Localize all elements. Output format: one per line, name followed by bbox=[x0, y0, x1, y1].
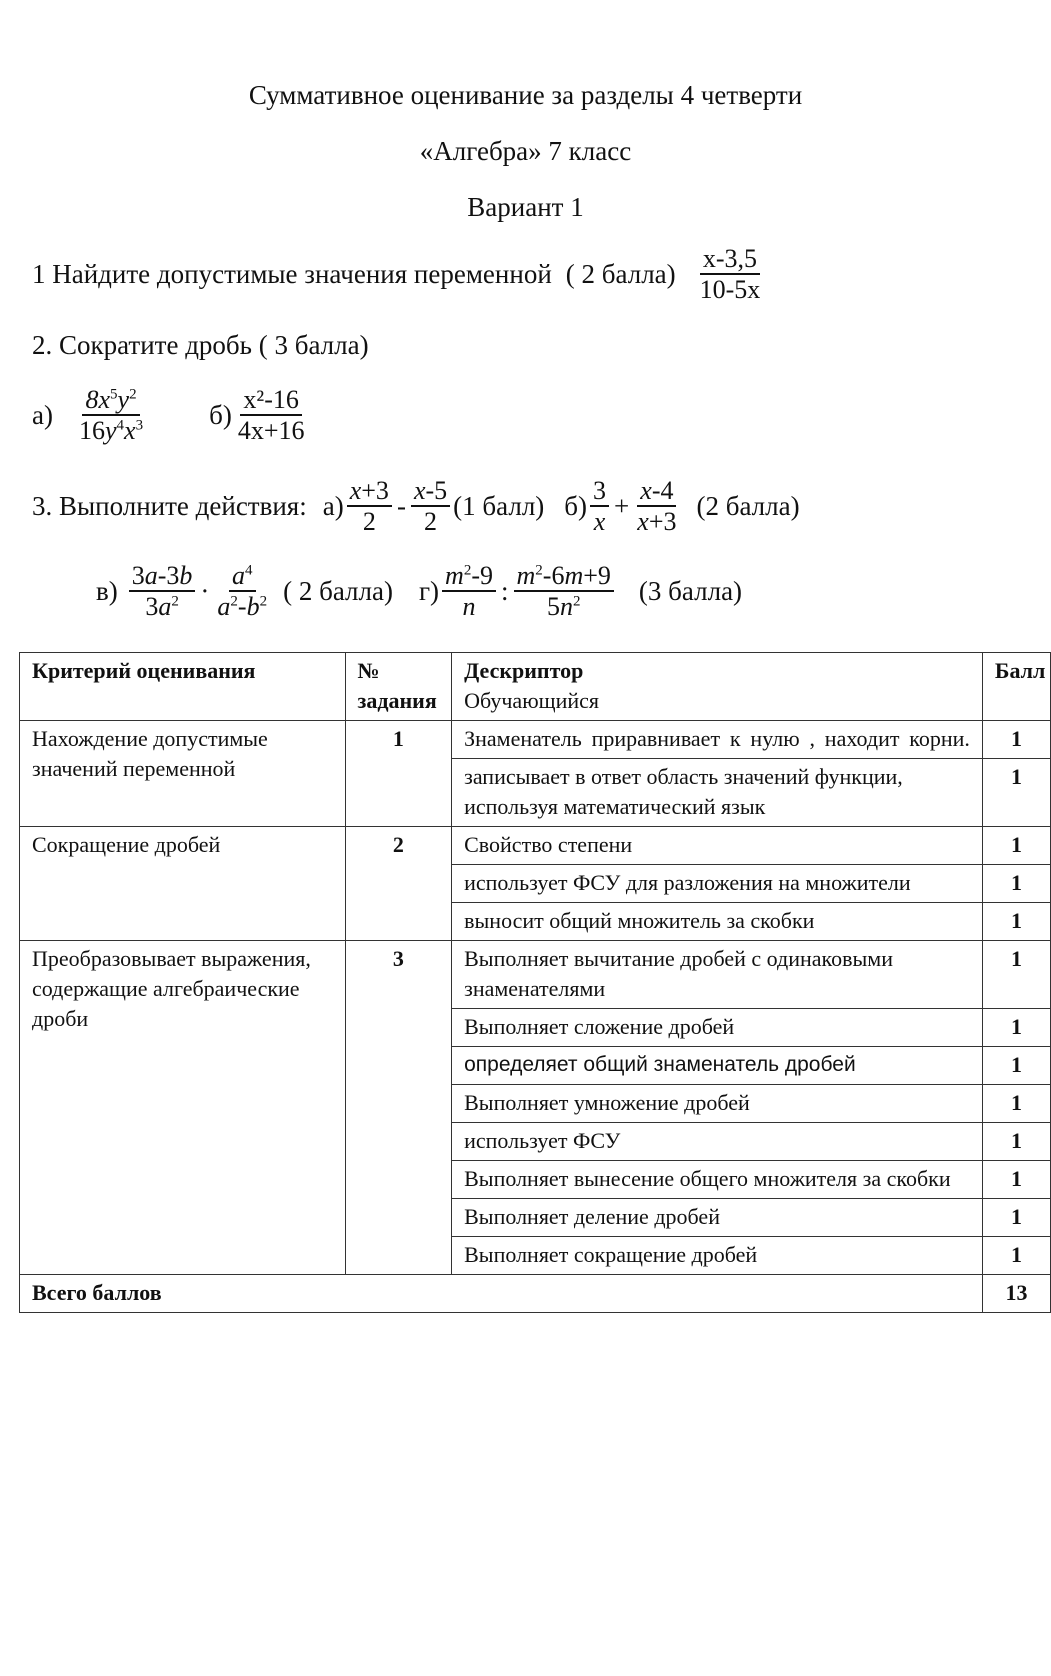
task-3b-label: б) bbox=[564, 491, 588, 521]
descriptor-cell: определяет общий знаменатель дробей bbox=[452, 1047, 983, 1085]
score-cell: 1 bbox=[982, 1047, 1050, 1085]
score-cell: 1 bbox=[982, 865, 1050, 903]
task-3g-frac2: $\frac{m^2-6m+9}{5n^2}$ bbox=[514, 563, 614, 620]
task-1-text: 1 Найдите допустимые значения переменной bbox=[32, 259, 552, 289]
task-1-expression bbox=[697, 246, 764, 303]
descriptor-cell: выносит общий множитель за скобки bbox=[452, 903, 983, 941]
task-3g-points: (3 балла) bbox=[638, 576, 743, 606]
descriptor-cell: Выполняет сложение дробей bbox=[452, 1009, 983, 1047]
task-3b-frac2: $\frac{x-4}{x+3}$ bbox=[637, 476, 677, 536]
score-cell: 1 bbox=[982, 1161, 1050, 1199]
descriptor-cell: Выполняет вычитание дробей с одинаковыми знаменателями bbox=[452, 941, 983, 1009]
task-3g-frac1: $\frac{m^2-9}{n}$ bbox=[442, 563, 496, 620]
table-row bbox=[20, 941, 1051, 1009]
descriptor-cell: Выполняет вынесение общего множителя за скобки bbox=[452, 1161, 983, 1199]
task-3a-points: (1 балл) bbox=[453, 491, 545, 521]
page-title: Суммативное оценивание за разделы 4 четверти bbox=[248, 80, 803, 110]
criterion-cell: Нахождение допустимые значений переменной bbox=[20, 721, 346, 827]
table-row bbox=[20, 827, 1051, 865]
score-cell: 1 bbox=[982, 759, 1050, 827]
task-3a-label: а) bbox=[322, 491, 344, 521]
variant-title: Вариант 1 bbox=[467, 192, 584, 222]
task-3b-frac1: $\frac{3}{x}$ bbox=[590, 478, 609, 535]
score-cell: 1 bbox=[982, 941, 1050, 1009]
descriptor-cell: Свойство степени bbox=[452, 827, 983, 865]
task-3v-frac2: $\frac{a^4}{a^2-b^2}$ bbox=[217, 561, 268, 621]
task-1-points: ( 2 балла) bbox=[565, 259, 676, 289]
header-criterion: Критерий оценивания bbox=[20, 653, 346, 721]
task-3: 3. Выполните действия: а) $\frac{x+3}{2}$ - $\frac{x-5}{2}$ (1 балл) б) $\frac{3}{x}$ + $\frac{x-4}{x+3}$ (2 балла) bbox=[32, 476, 800, 536]
score-cell: 1 bbox=[982, 721, 1050, 759]
descriptor-cell: Выполняет деление дробей bbox=[452, 1199, 983, 1237]
task-2a-expression: $\frac{8x^5y^2}{16y^4x^3}$ bbox=[78, 385, 144, 445]
task-number-cell: 2 bbox=[345, 827, 452, 941]
task-3a-frac2: $\frac{x-5}{2}$ bbox=[411, 478, 450, 535]
score-cell: 1 bbox=[982, 1199, 1050, 1237]
total-row bbox=[20, 1275, 1051, 1313]
task-number-cell: 1 bbox=[345, 721, 452, 827]
task-3-cont: в) $\frac{3a-3b}{3a^2}$ · $\frac{a^4}{a^2-b^2}$ ( 2 балла) г) $\frac{m^2-9}{n}$ : $\frac{m^2-6m+9}{5n^2}$ (3 балла) bbox=[96, 561, 743, 621]
table-row bbox=[20, 721, 1051, 759]
criteria-table bbox=[19, 652, 1051, 1313]
task-2a-label: а) bbox=[32, 400, 53, 430]
task-2b-expression: $\frac{\text{x²-16}}{4x+16}$ bbox=[237, 385, 305, 445]
score-cell: 1 bbox=[982, 1123, 1050, 1161]
header-descriptor-sub: Обучающийся bbox=[464, 688, 600, 713]
descriptor-cell: Выполняет умножение дробей bbox=[452, 1085, 983, 1123]
task-2b-label: б) bbox=[209, 400, 232, 430]
task-3-text: 3. Выполните действия: bbox=[32, 491, 307, 521]
descriptor-cell: Знаменатель приравнивает к нулю , находит корни. bbox=[452, 721, 983, 759]
task-3b-points: (2 балла) bbox=[696, 491, 800, 521]
task-number-cell: 3 bbox=[345, 941, 452, 1275]
task-3g-label: г) bbox=[418, 576, 440, 606]
task-1-numerator: x-3,5 bbox=[700, 246, 760, 275]
score-cell: 1 bbox=[982, 827, 1050, 865]
header-descriptor: Дескриптор Обучающийся bbox=[452, 653, 983, 721]
table-header-row bbox=[20, 653, 1051, 721]
task-1-denominator: 10-5x bbox=[699, 275, 761, 304]
score-cell: 1 bbox=[982, 903, 1050, 941]
subject-title: «Алгебра» 7 класс bbox=[419, 136, 632, 166]
score-cell: 1 bbox=[982, 1009, 1050, 1047]
task-3v-points: ( 2 балла) bbox=[283, 576, 393, 606]
task-3v-label: в) bbox=[96, 576, 118, 606]
descriptor-cell: использует ФСУ bbox=[452, 1123, 983, 1161]
criterion-cell: Преобразовывает выражения, содержащие алгебраические дроби bbox=[20, 941, 346, 1275]
header-number: № задания bbox=[345, 653, 452, 721]
header-score: Балл bbox=[982, 653, 1050, 721]
task-3a-frac1: $\frac{x+3}{2}$ bbox=[347, 478, 392, 535]
descriptor-cell: записывает в ответ область значений функции, используя математический язык bbox=[452, 759, 983, 827]
task-3v-frac1: $\frac{3a-3b}{3a^2}$ bbox=[129, 563, 196, 620]
task-1 bbox=[32, 246, 766, 303]
total-label: Всего баллов bbox=[20, 1275, 983, 1313]
task-2-parts bbox=[32, 387, 310, 444]
score-cell: 1 bbox=[982, 1237, 1050, 1275]
descriptor-cell: Выполняет сокращение дробей bbox=[452, 1237, 983, 1275]
descriptor-cell: использует ФСУ для разложения на множители bbox=[452, 865, 983, 903]
task-2: 2. Сократите дробь ( 3 балла) bbox=[32, 330, 369, 360]
total-value: 13 bbox=[982, 1275, 1050, 1313]
score-cell: 1 bbox=[982, 1085, 1050, 1123]
criterion-cell: Сокращение дробей bbox=[20, 827, 346, 941]
